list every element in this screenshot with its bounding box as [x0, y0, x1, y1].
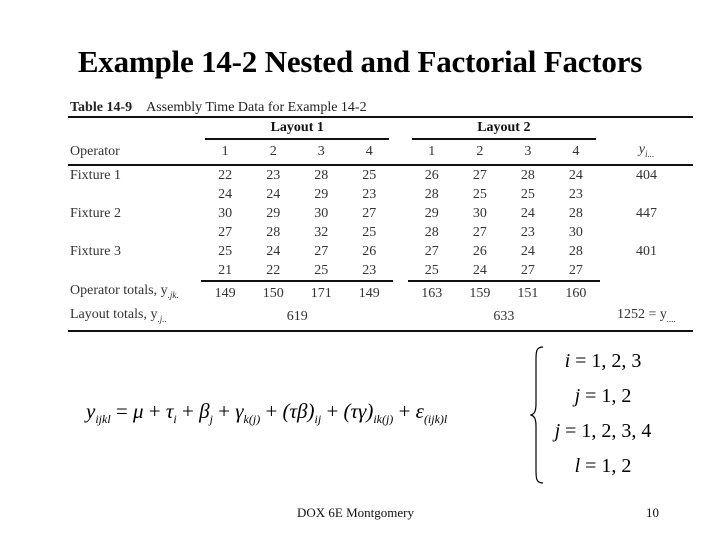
grand-total: $1252 = y_{....}$ [617, 306, 676, 324]
index-range-j: j = 1, 2 [574, 385, 632, 407]
table-caption [68, 100, 693, 116]
footer-source: DOX 6E Montgomery [297, 505, 414, 520]
group-header-layout-1: Layout 1 [201, 118, 393, 140]
table-caption-text: Assembly Time Data for Example 14-2 [146, 100, 367, 115]
table-row: 27 28 32 25 28 27 23 30 [218, 224, 583, 240]
layout-totals-row [68, 305, 693, 329]
layout-totals-label: Layout totals, $y_{.j..}$ [70, 306, 167, 324]
index-range-k: j = 1, 2, 3, 4 [554, 420, 652, 442]
left-brace-icon [530, 346, 544, 484]
table-row: Fixture 1 22 23 28 25 26 27 28 24 404 [70, 167, 657, 183]
data-table [68, 118, 693, 328]
slide-title: Example 14-2 Nested and Factorial Factors [77, 44, 643, 79]
group-header-layout-2: Layout 2 [408, 118, 600, 140]
index-range-i: i = 1, 2, 3 [564, 350, 642, 372]
assembly-time-table [68, 100, 693, 332]
model-equation: $y_{ijkl} = \mu + \tau_i + \beta_j + \gamma_{k(j)} + (\tau\beta)_{ij} + (\tau\gamma)_{ik(j)} + \varepsilon_{(ijk)l}$ [86, 399, 448, 427]
page-number: 10 [646, 505, 659, 520]
operator-totals-label: Operator totals, $y_{.jk.}$ [70, 282, 179, 300]
operator-header-row: Operator 1 2 3 4 1 2 3 4 $y_{i...}$ [68, 140, 693, 165]
table-row: 24 24 29 23 28 25 25 23 [218, 186, 583, 202]
table-row: 21 22 25 23 25 24 27 27 [218, 262, 583, 278]
layout-1-total: 619 [286, 308, 308, 324]
table-number: Table 14-9 [70, 100, 133, 115]
table-row: Fixture 3 25 24 27 26 27 26 24 28 401 [70, 243, 657, 259]
index-ranges [548, 344, 658, 484]
layout-2-total: 633 [493, 308, 515, 324]
operator-totals-row: Operator totals, $y_{.jk.}$ 149 150 171 149 163 159 151 160 [68, 281, 693, 305]
index-range-l: l = 1, 2 [574, 455, 632, 477]
table-bottom-rule [68, 330, 693, 332]
table-row: Fixture 2 30 29 30 27 29 30 24 28 447 [70, 205, 657, 221]
operator-label: Operator [68, 140, 201, 165]
fixture-total-header: $y_{i...}$ [600, 140, 693, 165]
